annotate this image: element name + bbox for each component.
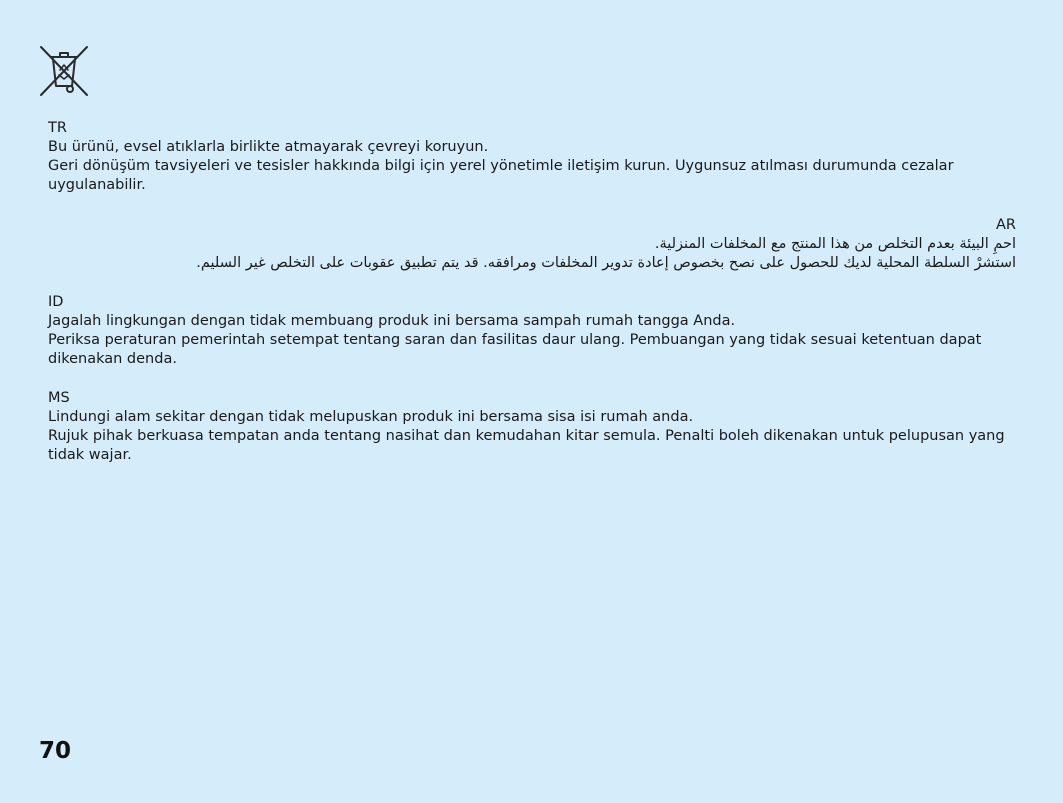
section-arabic [48, 216, 1016, 273]
paragraph-line: احمِ البيئة بعدم التخلص من هذا المنتج مع المخلفات المنزلية. [654, 236, 1016, 252]
paragraph-line: Geri dönüşüm tavsiyeleri ve tesisler hakkında bilgi için yerel yönetimle iletişim kurun. Uygunsuz atılması durumunda cezalar uygulanabilir. [48, 158, 954, 193]
section-malay [48, 389, 1016, 465]
section-turkish [48, 119, 1016, 195]
language-code: TR [48, 120, 67, 136]
section-indonesian [48, 293, 1016, 369]
paragraph-line: Bu ürünü, evsel atıklarla birlikte atmayarak çevreyi koruyun. [48, 139, 489, 155]
language-code: AR [996, 217, 1016, 233]
paragraph-line: Lindungi alam sekitar dengan tidak melupuskan produk ini bersama sisa isi rumah anda. [48, 409, 694, 425]
paragraph-line: استشرْ السلطة المحلية لديك للحصول على نصح بخصوص إعادة تدوير المخلفات ومرافقه. قد يتم تطبيق عقوبات على التخلص غير السليم. [196, 255, 1016, 271]
language-code: ID [48, 294, 64, 310]
weee-crossed-out-wheelie-bin-icon [38, 44, 90, 98]
paragraph-line: Jagalah lingkungan dengan tidak membuang produk ini bersama sampah rumah tangga Anda. [48, 313, 736, 329]
language-code: MS [48, 390, 70, 406]
paragraph-line: Periksa peraturan pemerintah setempat tentang saran dan fasilitas daur ulang. Pembuangan yang tidak sesuai ketentuan dapat dikenakan denda. [48, 332, 982, 367]
page-number: 70 [39, 738, 72, 764]
paragraph-line: Rujuk pihak berkuasa tempatan anda tentang nasihat dan kemudahan kitar semula. Penalti boleh dikenakan untuk pelupusan yang tidak wajar. [48, 428, 1005, 463]
